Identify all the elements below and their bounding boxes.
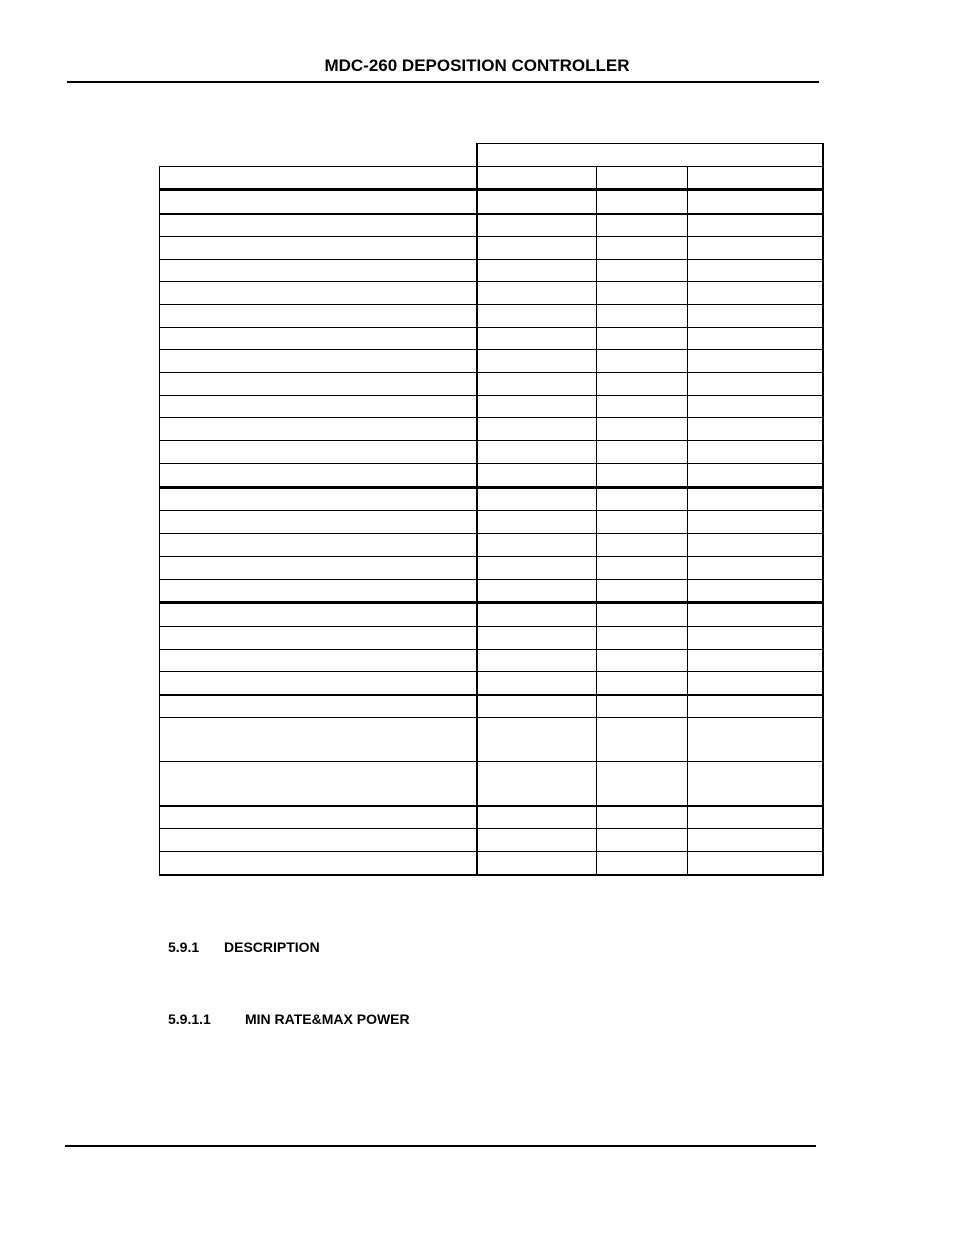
section-heading-min-rate-max-power [168, 1011, 468, 1027]
table-row-rule [159, 717, 823, 718]
table-row-rule [159, 694, 823, 696]
table-row-rule [159, 649, 823, 650]
table-row-rule [159, 671, 823, 672]
table-column-rule [476, 166, 478, 876]
table-row-rule [159, 349, 823, 350]
table-left-border [159, 166, 160, 876]
footer-rule [65, 1145, 816, 1147]
table-row-rule [159, 601, 823, 604]
table-group-header-right [822, 143, 824, 166]
table-row-rule [159, 372, 823, 373]
table-row-rule [159, 259, 823, 260]
section-title: MIN RATE&MAX POWER [245, 1011, 410, 1027]
section-number: 5.9.1 [168, 939, 200, 955]
table-row-rule [159, 463, 823, 464]
table-row-rule [159, 236, 823, 237]
table-row-rule [159, 304, 823, 305]
table-column-rule [596, 166, 597, 876]
table-row-rule [159, 188, 823, 191]
table-row-rule [159, 761, 823, 762]
table-group-header-left [476, 143, 478, 166]
table-column-rule [687, 166, 688, 876]
table-group-header-top [476, 143, 823, 144]
table-row-rule [159, 828, 823, 829]
table-row-rule [159, 805, 823, 807]
table-right-border [822, 166, 824, 876]
table-row-rule [159, 626, 823, 627]
table-row-rule [159, 395, 823, 396]
table-row-rule [159, 874, 823, 876]
page-header-title: MDC-260 DEPOSITION CONTROLLER [324, 56, 630, 75]
table-row-rule [159, 851, 823, 852]
table-row-rule [159, 486, 823, 489]
table-row-rule [159, 281, 823, 282]
table-row-rule [159, 417, 823, 418]
section-title: DESCRIPTION [224, 939, 320, 955]
table-row-rule [159, 579, 823, 580]
table-row-rule [159, 533, 823, 534]
table-row-rule [159, 213, 823, 215]
table-row-rule [159, 510, 823, 511]
section-heading-description [168, 939, 368, 955]
header-rule [67, 81, 819, 83]
table-row-rule [159, 556, 823, 557]
table-row-rule [159, 327, 823, 328]
table-row-rule [159, 440, 823, 441]
table-row-rule [159, 166, 823, 167]
section-number: 5.9.1.1 [168, 1011, 211, 1027]
